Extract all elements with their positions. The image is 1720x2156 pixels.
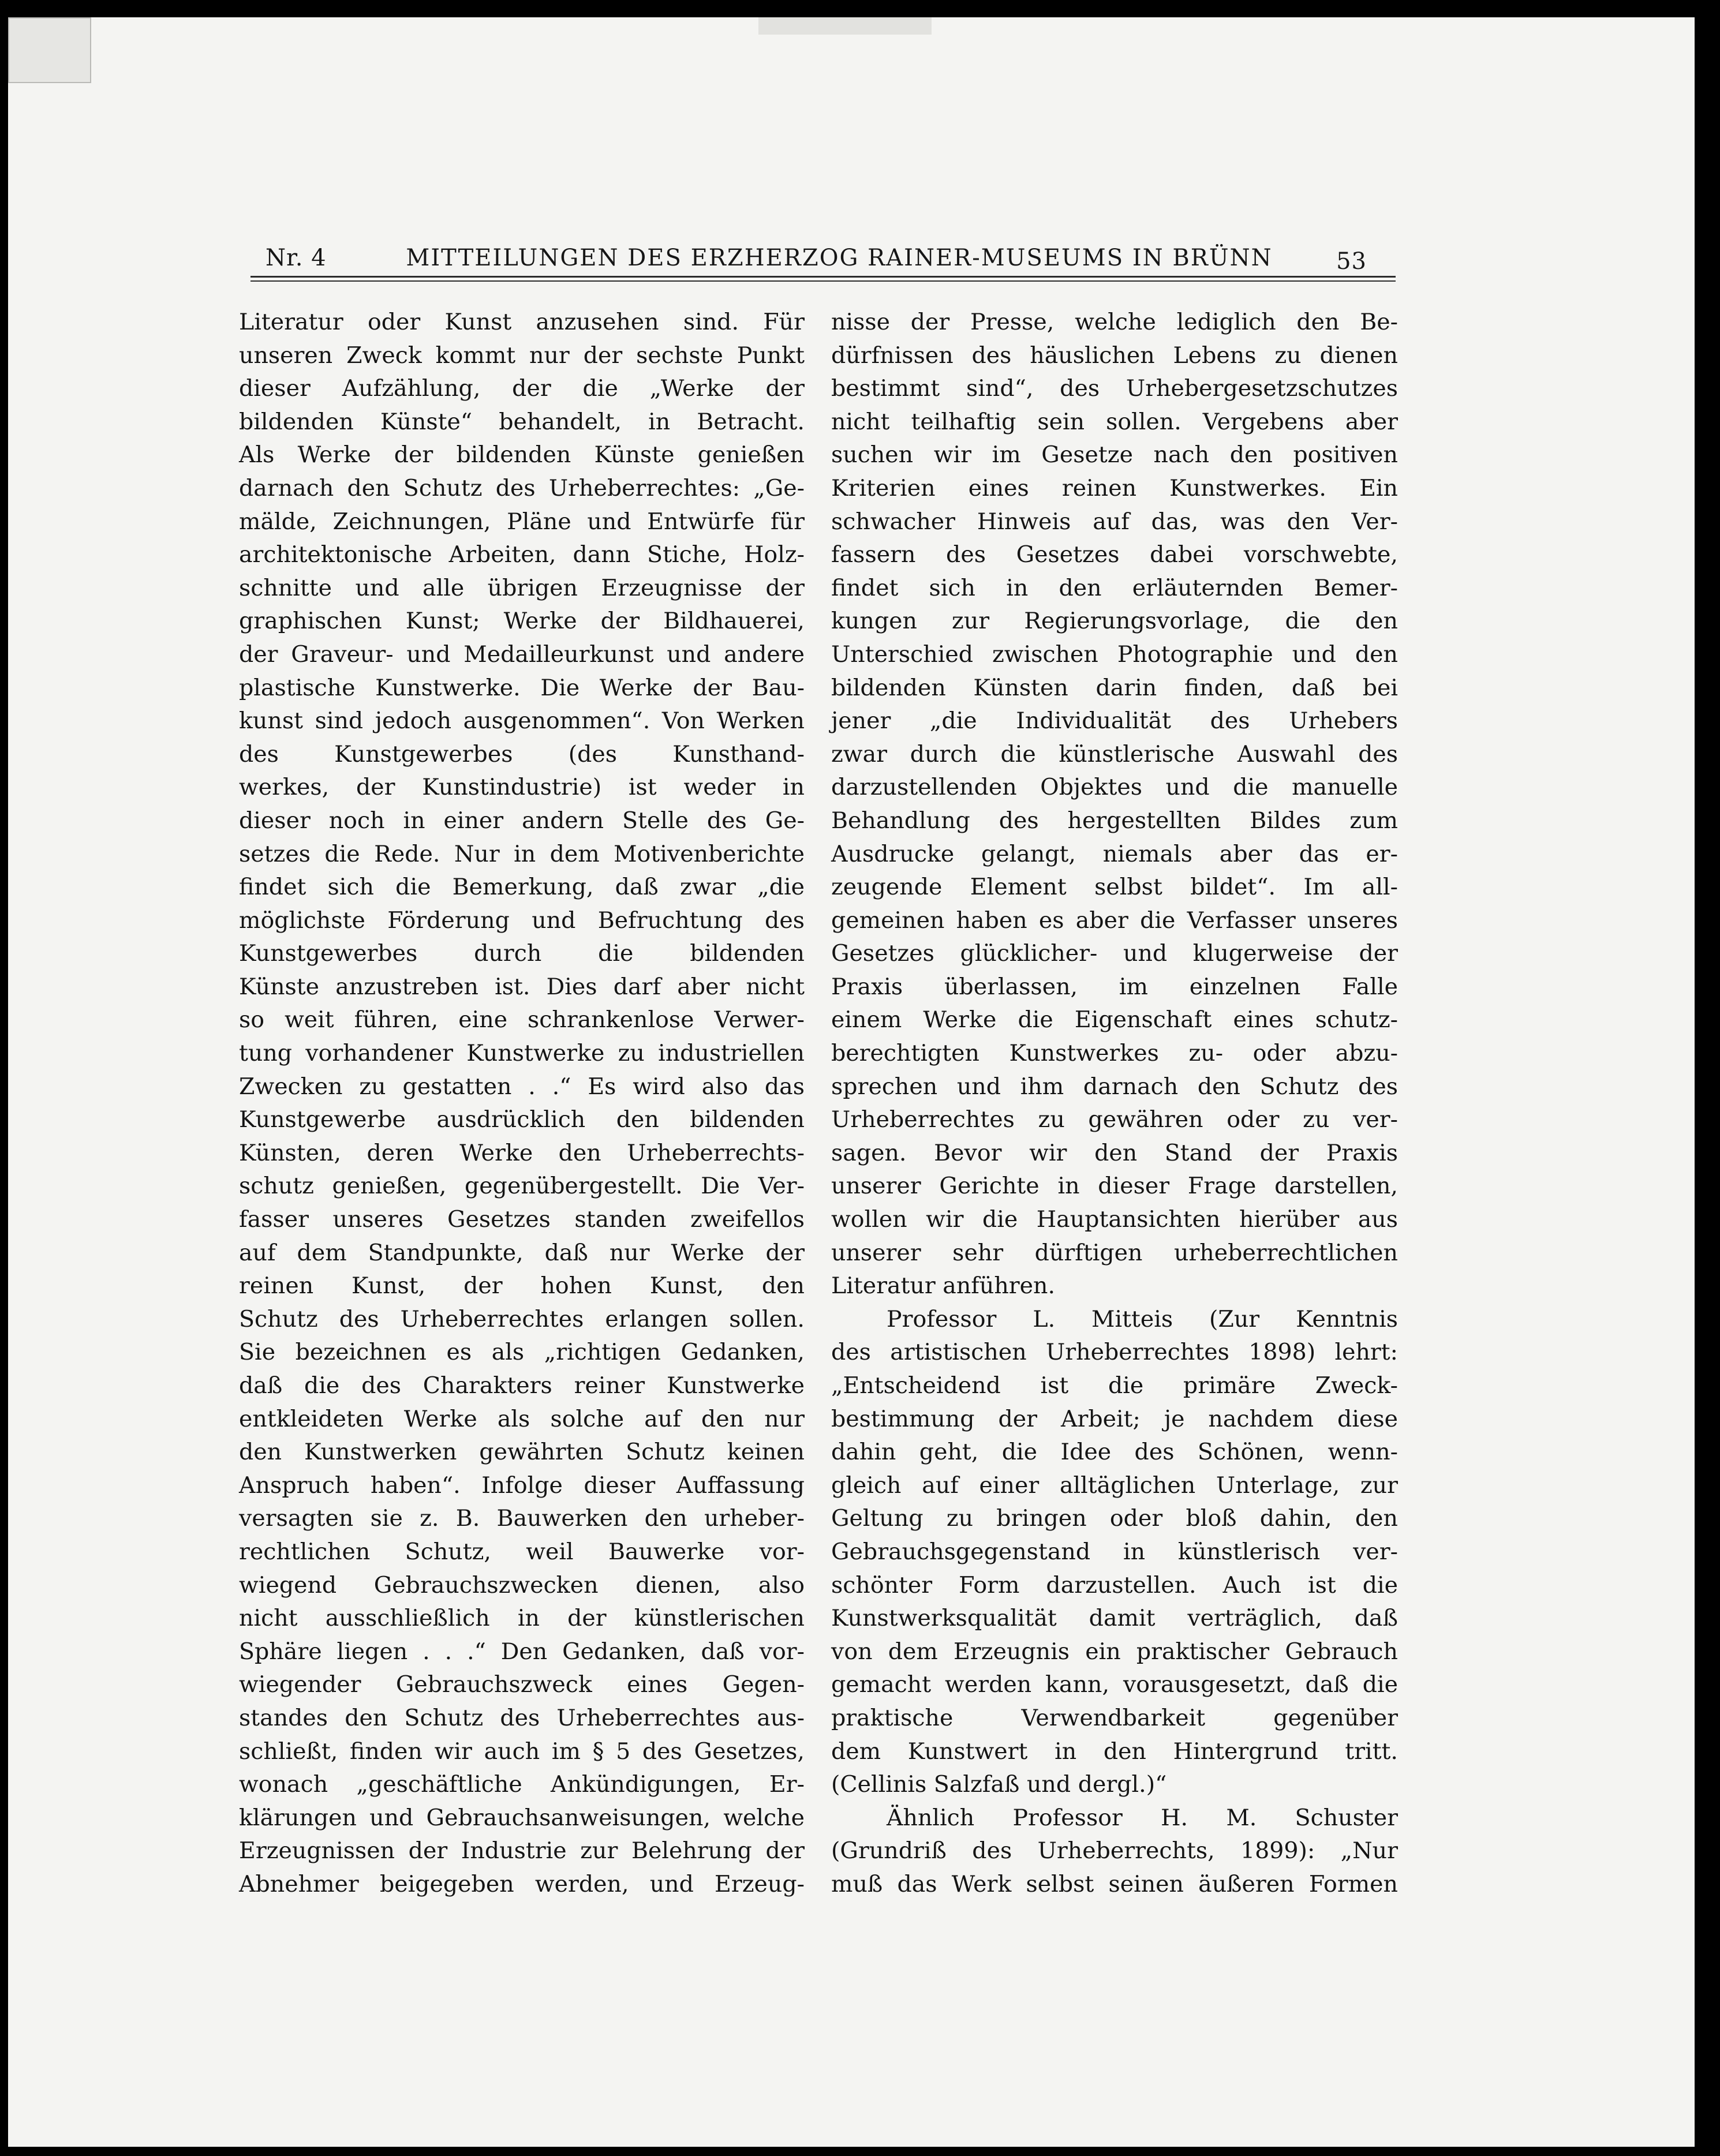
- text-line: schnitte und alle übrigen Erzeugnisse der: [239, 574, 805, 601]
- left-column: [239, 306, 805, 1902]
- text-line: schönter Form darzustellen. Auch ist die: [831, 1571, 1398, 1599]
- text-line: findet sich die Bemerkung, daß zwar „die: [239, 874, 805, 901]
- text-line: gemacht werden kann, vorausgesetzt, daß die: [831, 1671, 1398, 1698]
- text-line: entkleideten Werke als solche auf den nur: [239, 1405, 805, 1432]
- text-line: bildenden Künste“ behandelt, in Betracht.: [239, 408, 805, 435]
- text-line: Schutz des Urheberrechtes erlangen sollen.: [239, 1305, 805, 1332]
- text-line: muß das Werk selbst seinen äußeren Formen: [831, 1870, 1398, 1897]
- text-line: Geltung zu bringen oder bloß dahin, den: [831, 1505, 1398, 1532]
- text-line: nisse der Presse, welche lediglich den Be-: [831, 309, 1398, 335]
- text-line: Gesetzes glücklicher- und klugerweise der: [831, 940, 1398, 967]
- text-line: fasser unseres Gesetzes standen zweifellos: [239, 1206, 805, 1233]
- text-line: Künsten, deren Werke den Urheberrechts-: [239, 1139, 805, 1166]
- text-line: unseren Zweck kommt nur der sechste Punkt: [239, 342, 805, 369]
- text-line: praktische Verwendbarkeit gegenüber: [831, 1704, 1398, 1731]
- text-line: versagten sie z. B. Bauwerken den urheber-: [239, 1505, 805, 1532]
- text-line: so weit führen, eine schrankenlose Verwer-: [239, 1006, 805, 1034]
- text-line: auf dem Standpunkte, daß nur Werke der: [239, 1239, 805, 1266]
- text-line: Gebrauchsgegenstand in künstlerisch ver-: [831, 1538, 1398, 1565]
- text-line: nicht ausschließlich in der künstlerischen: [239, 1605, 805, 1632]
- text-line: „Entscheidend ist die primäre Zweck-: [831, 1372, 1398, 1399]
- text-line: Literatur anführen.: [831, 1272, 1056, 1300]
- text-line: Behandlung des hergestellten Bildes zum: [831, 807, 1398, 834]
- text-line: findet sich in den erläuternden Bemer-: [831, 574, 1398, 601]
- text-line: Praxis überlassen, im einzelnen Falle: [831, 973, 1398, 1000]
- text-line: den Kunstwerken gewährten Schutz keinen: [239, 1439, 805, 1466]
- text-line: berechtigten Kunstwerkes zu- oder abzu-: [831, 1040, 1398, 1067]
- text-line: standes den Schutz des Urheberrechtes aus-: [239, 1704, 805, 1731]
- text-line: Künste anzustreben ist. Dies darf aber nicht: [239, 973, 805, 1000]
- issue-number: Nr. 4: [266, 245, 327, 271]
- header-rule: [250, 276, 1396, 278]
- text-line: Kunstgewerbes durch die bildenden: [239, 940, 805, 967]
- text-line: bildenden Künsten darin finden, daß bei: [831, 674, 1398, 701]
- text-line: kunst sind jedoch ausgenommen“. Von Werken: [239, 708, 805, 735]
- text-line: schutz genießen, gegenübergestellt. Die Ver-: [239, 1173, 805, 1200]
- running-header: [250, 240, 1396, 275]
- text-line: einem Werke die Eigenschaft eines schutz-: [831, 1006, 1398, 1034]
- text-line: darnach den Schutz des Urheberrechtes: „Ge-: [239, 474, 805, 501]
- text-line: Sie bezeichnen es als „richtigen Gedanken,: [239, 1339, 805, 1366]
- text-line: wollen wir die Hauptansichten hierüber aus: [831, 1206, 1398, 1233]
- text-line: dieser noch in einer andern Stelle des Ge-: [239, 807, 805, 834]
- right-column: [831, 306, 1398, 1902]
- text-line: gemeinen haben es aber die Verfasser unseres: [831, 907, 1398, 934]
- text-line: schließt, finden wir auch im § 5 des Gesetzes,: [239, 1738, 805, 1765]
- text-line: daß die des Charakters reiner Kunstwerke: [239, 1372, 805, 1399]
- text-line: Literatur oder Kunst anzusehen sind. Für: [239, 309, 805, 335]
- text-line: Anspruch haben“. Infolge dieser Auffassung: [239, 1472, 805, 1499]
- text-line: rechtlichen Schutz, weil Bauwerke vor-: [239, 1538, 805, 1565]
- text-line: jener „die Individualität des Urhebers: [831, 708, 1398, 735]
- text-line: unserer sehr dürftigen urheberrechtlichen: [831, 1239, 1398, 1266]
- text-line: graphischen Kunst; Werke der Bildhauerei,: [239, 608, 805, 635]
- text-line: dem Kunstwert in den Hintergrund tritt.: [831, 1738, 1398, 1765]
- text-line: Als Werke der bildenden Künste genießen: [239, 441, 805, 469]
- text-line: der Graveur- und Medailleurkunst und andere: [239, 641, 805, 668]
- text-line: unserer Gerichte in dieser Frage darstellen,: [831, 1173, 1398, 1200]
- page-number: 53: [1336, 248, 1367, 275]
- text-line: Ähnlich Professor H. M. Schuster: [887, 1804, 1398, 1831]
- text-line: Kunstgewerbe ausdrücklich den bildenden: [239, 1106, 805, 1133]
- text-line: suchen wir im Gesetze nach den positiven: [831, 441, 1398, 469]
- text-line: fassern des Gesetzes dabei vorschwebte,: [831, 541, 1398, 568]
- text-line: dahin geht, die Idee des Schönen, wenn-: [831, 1439, 1398, 1466]
- scan-artifact: [758, 17, 932, 35]
- text-line: tung vorhandener Kunstwerke zu industriellen: [239, 1040, 805, 1067]
- text-line: wiegend Gebrauchszwecken dienen, also: [239, 1571, 805, 1599]
- journal-title: MITTEILUNGEN DES ERZHERZOG RAINER-MUSEUMS IN BRÜNN: [406, 245, 1273, 271]
- text-line: schwacher Hinweis auf das, was den Ver-: [831, 508, 1398, 535]
- text-line: wonach „geschäftliche Ankündigungen, Er-: [239, 1771, 805, 1798]
- text-line: des artistischen Urheberrechtes 1898) lehrt:: [831, 1339, 1398, 1366]
- text-line: mälde, Zeichnungen, Pläne und Entwürfe für: [239, 508, 805, 535]
- text-line: (Cellinis Salzfaß und dergl.)“: [831, 1771, 1167, 1798]
- text-line: sprechen und ihm darnach den Schutz des: [831, 1073, 1398, 1100]
- text-line: Abnehmer beigegeben werden, und Erzeug-: [239, 1870, 805, 1897]
- text-line: darzustellenden Objektes und die manuelle: [831, 774, 1398, 801]
- text-line: des Kunstgewerbes (des Kunsthand-: [239, 740, 805, 768]
- text-line: Erzeugnissen der Industrie zur Belehrung der: [239, 1837, 805, 1865]
- text-line: Unterschied zwischen Photographie und den: [831, 641, 1398, 668]
- text-line: plastische Kunstwerke. Die Werke der Bau-: [239, 674, 805, 701]
- text-line: bestimmung der Arbeit; je nachdem diese: [831, 1405, 1398, 1432]
- text-line: Professor L. Mitteis (Zur Kenntnis: [887, 1305, 1398, 1332]
- text-line: Urheberrechtes zu gewähren oder zu ver-: [831, 1106, 1398, 1133]
- text-line: sagen. Bevor wir den Stand der Praxis: [831, 1139, 1398, 1166]
- text-line: zwar durch die künstlerische Auswahl des: [831, 740, 1398, 768]
- text-line: bestimmt sind“, des Urhebergesetzschutzes: [831, 375, 1398, 402]
- text-line: zeugende Element selbst bildet“. Im all-: [831, 874, 1398, 901]
- text-line: von dem Erzeugnis ein praktischer Gebrauch: [831, 1638, 1398, 1665]
- text-line: nicht teilhaftig sein sollen. Vergebens aber: [831, 408, 1398, 435]
- text-line: dürfnissen des häuslichen Lebens zu dienen: [831, 342, 1398, 369]
- text-line: Kunstwerksqualität damit verträglich, daß: [831, 1605, 1398, 1632]
- text-line: Kriterien eines reinen Kunstwerkes. Ein: [831, 474, 1398, 501]
- header-rule: [250, 280, 1396, 282]
- scan-artifact: [8, 17, 91, 83]
- document-page: [8, 17, 1695, 2147]
- text-line: setzes die Rede. Nur in dem Motivenberichte: [239, 840, 805, 867]
- text-line: gleich auf einer alltäglichen Unterlage, zur: [831, 1472, 1398, 1499]
- text-line: (Grundriß des Urheberrechts, 1899): „Nur: [831, 1837, 1398, 1865]
- text-line: reinen Kunst, der hohen Kunst, den: [239, 1272, 805, 1300]
- text-line: Sphäre liegen . . .“ Den Gedanken, daß vor-: [239, 1638, 805, 1665]
- text-line: Ausdrucke gelangt, niemals aber das er-: [831, 840, 1398, 867]
- text-line: werkes, der Kunstindustrie) ist weder in: [239, 774, 805, 801]
- text-line: wiegender Gebrauchszweck eines Gegen-: [239, 1671, 805, 1698]
- text-line: architektonische Arbeiten, dann Stiche, Holz-: [239, 541, 805, 568]
- text-line: kungen zur Regierungsvorlage, die den: [831, 608, 1398, 635]
- text-line: dieser Aufzählung, der die „Werke der: [239, 375, 805, 402]
- text-line: möglichste Förderung und Befruchtung des: [239, 907, 805, 934]
- text-line: Zwecken zu gestatten . .“ Es wird also das: [239, 1073, 805, 1100]
- text-line: klärungen und Gebrauchsanweisungen, welche: [239, 1804, 805, 1831]
